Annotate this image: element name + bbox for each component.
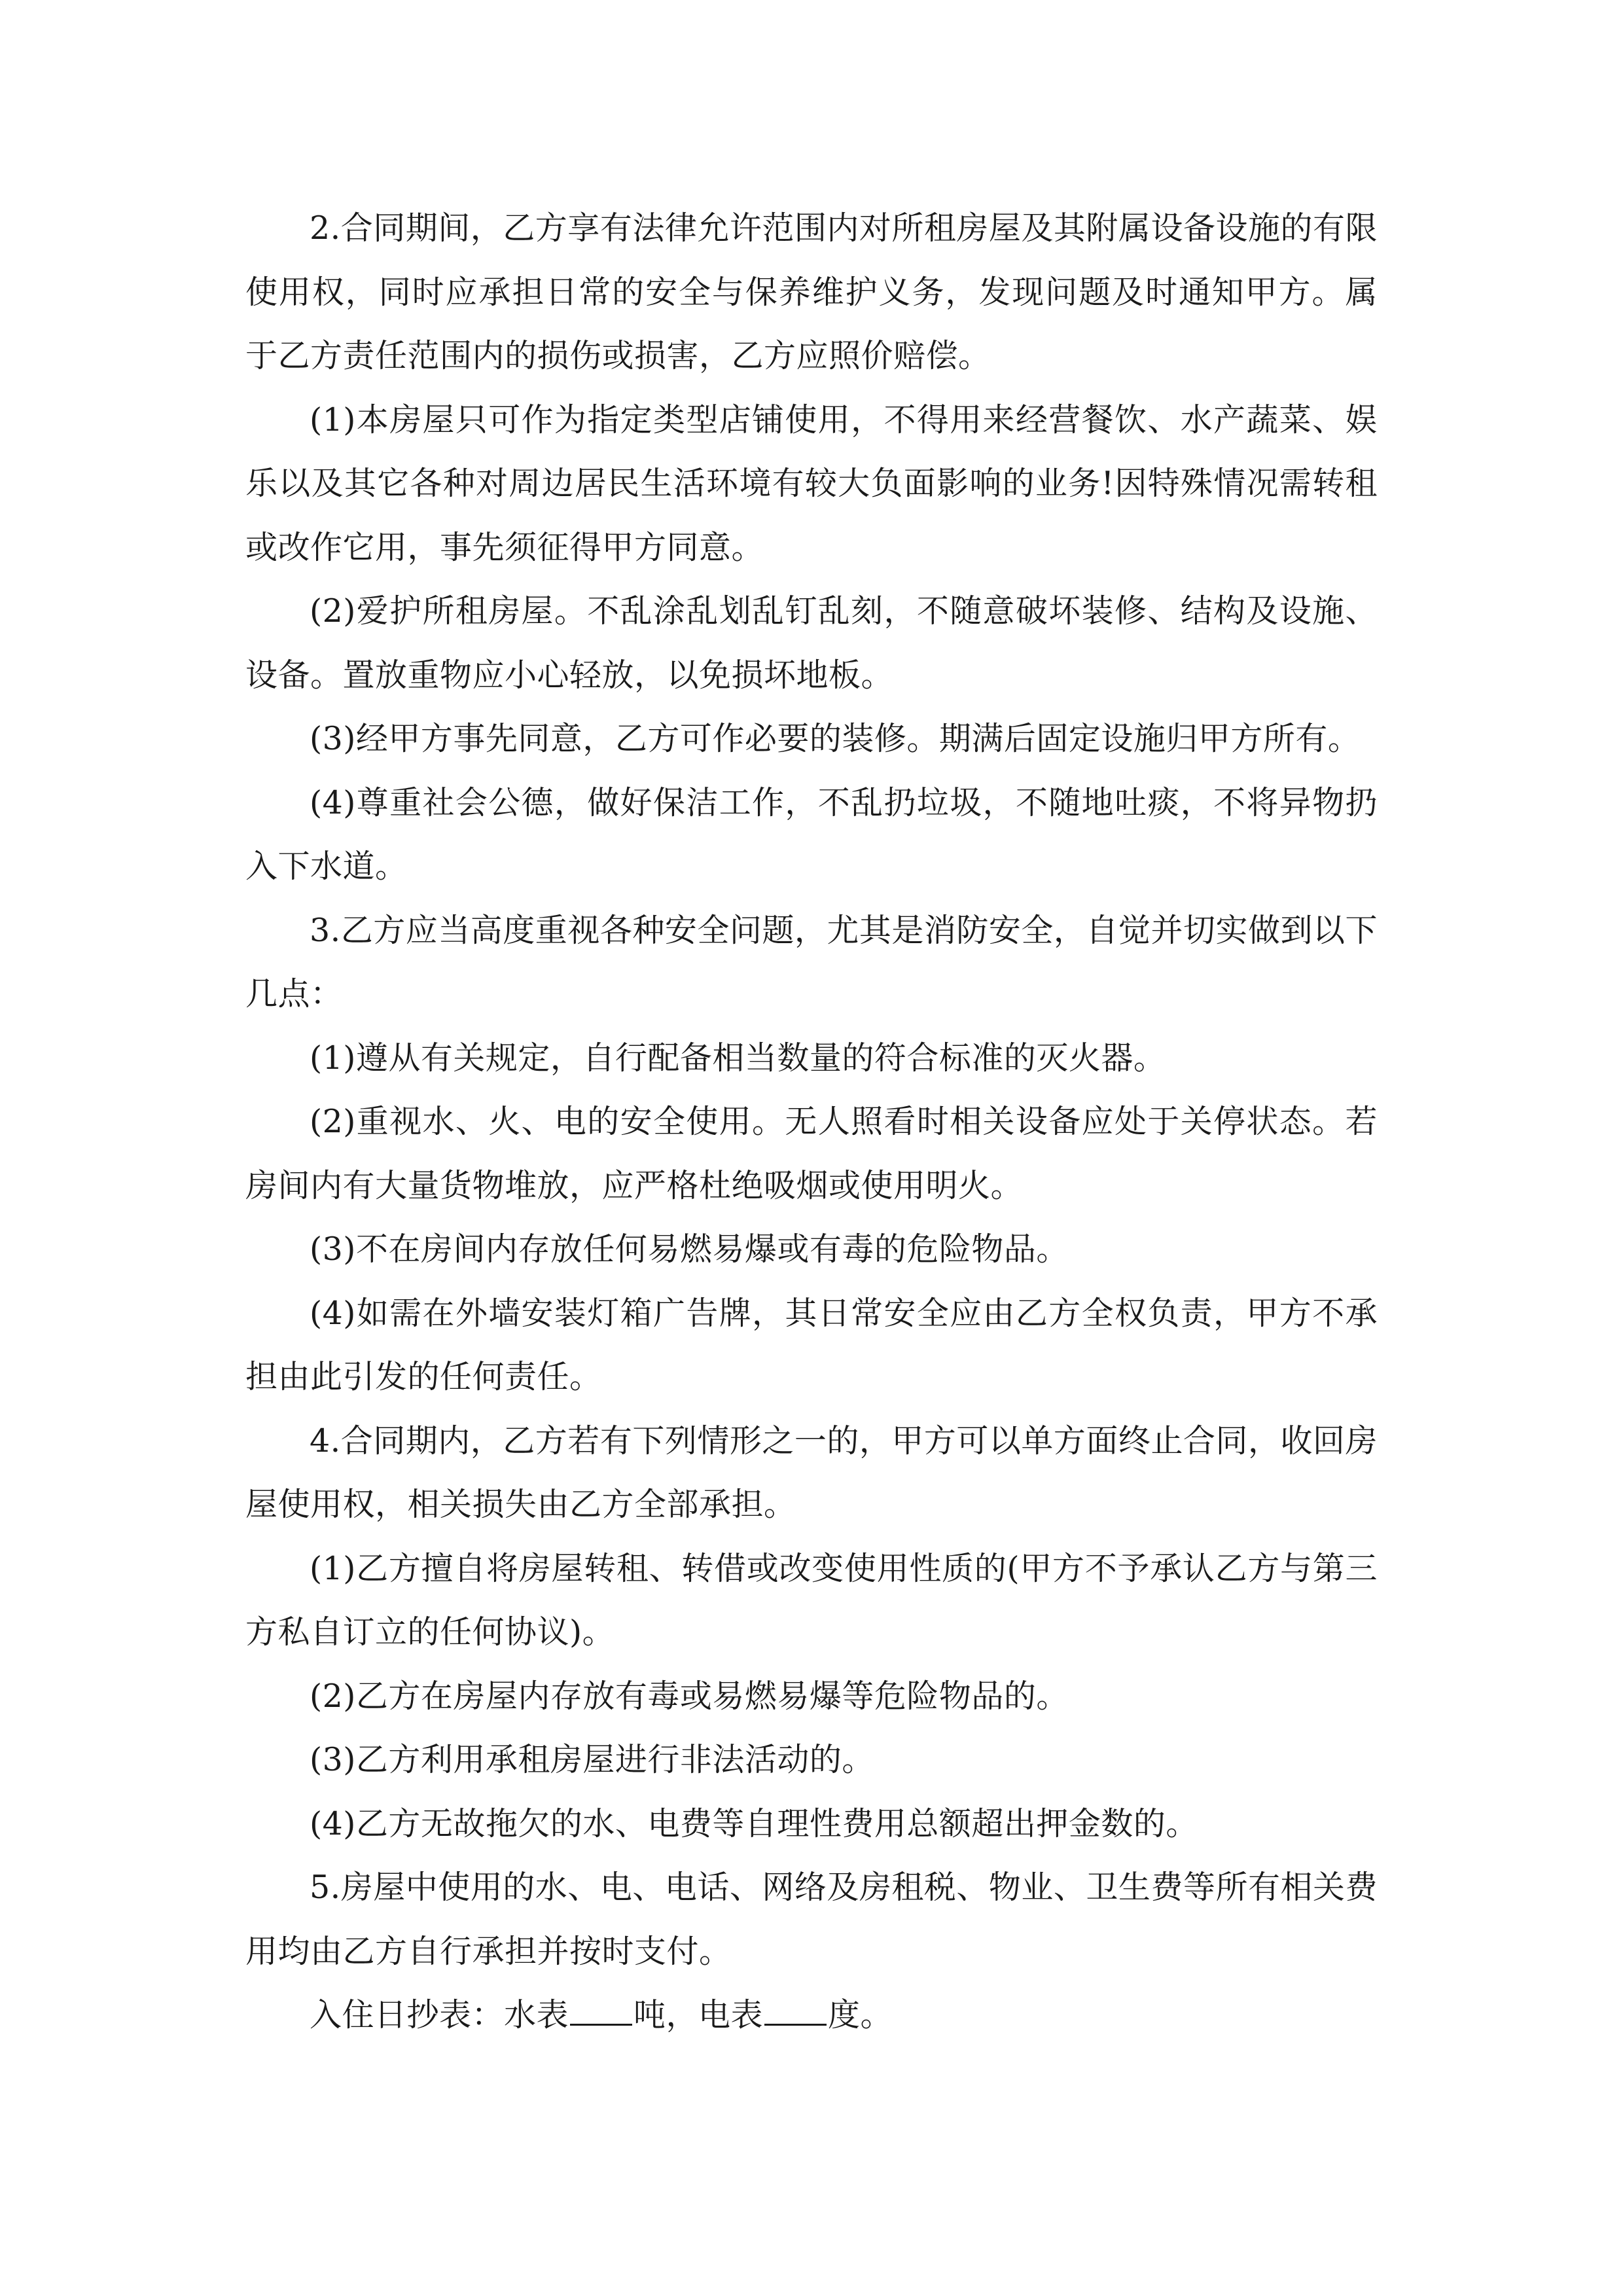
clause-3-item-1: (1)遵从有关规定，自行配备相当数量的符合标准的灭火器。 [310, 1039, 1166, 1077]
clause-3-item-4: (4)如需在外墙安装灯箱广告牌，其日常安全应由乙方全权负责，甲方不承担由此引发的任何责任。 [245, 1294, 1378, 1395]
water-meter-blank[interactable] [570, 1998, 632, 2026]
water-unit-label: 吨，电表 [633, 1996, 764, 2034]
document-body [245, 196, 1378, 2047]
clause-2-item-3: (3)经甲方事先同意，乙方可作必要的装修。期满后固定设施归甲方所有。 [310, 720, 1361, 757]
clause-2: 2.合同期间，乙方享有法律允许范围内对所租房屋及其附属设备设施的有限使用权，同时应承担日常的安全与保养维护义务，发现问题及时通知甲方。属于乙方责任范围内的损伤或损害，乙方应照价赔偿。 [245, 209, 1378, 374]
electric-meter-blank[interactable] [764, 1998, 827, 2026]
clause-4-item-3: (3)乙方利用承租房屋进行非法活动的。 [310, 1741, 874, 1778]
clause-4: 4.合同期内，乙方若有下列情形之一的，甲方可以单方面终止合同，收回房屋使用权，相关损失由乙方全部承担。 [245, 1422, 1378, 1523]
meter-prefix: 入住日抄表：水表 [310, 1996, 569, 2034]
clause-4-item-1: (1)乙方擅自将房屋转租、转借或改变使用性质的(甲方不予承认乙方与第三方私自订立的任何协议)。 [245, 1549, 1378, 1651]
clause-2-item-2: (2)爱护所租房屋。不乱涂乱划乱钉乱刻，不随意破坏装修、结构及设施、设备。置放重物应小心轻放，以免损坏地板。 [245, 592, 1378, 694]
electric-unit-label: 度。 [828, 1996, 893, 2034]
clause-5: 5.房屋中使用的水、电、电话、网络及房租税、物业、卫生费等所有相关费用均由乙方自行承担并按时支付。 [245, 1869, 1378, 1970]
clause-4-item-2: (2)乙方在房屋内存放有毒或易燃易爆等危险物品的。 [310, 1677, 1069, 1715]
meter-reading-line [245, 1983, 1378, 2047]
clause-2-item-4: (4)尊重社会公德，做好保洁工作，不乱扔垃圾，不随地吐痰，不将异物扔入下水道。 [245, 783, 1378, 885]
clause-3-item-3: (3)不在房间内存放任何易燃易爆或有毒的危险物品。 [310, 1230, 1069, 1268]
clause-3-item-2: (2)重视水、火、电的安全使用。无人照看时相关设备应处于关停状态。若房间内有大量货物堆放，应严格杜绝吸烟或使用明火。 [245, 1103, 1378, 1204]
clause-4-item-4: (4)乙方无故拖欠的水、电费等自理性费用总额超出押金数的。 [310, 1804, 1198, 1842]
clause-3: 3.乙方应当高度重视各种安全问题，尤其是消防安全，自觉并切实做到以下几点： [245, 911, 1378, 1013]
clause-2-item-1: (1)本房屋只可作为指定类型店铺使用，不得用来经营餐饮、水产蔬菜、娱乐以及其它各种对周边居民生活环境有较大负面影响的业务!因特殊情况需转租或改作它用，事先须征得甲方同意。 [245, 401, 1378, 566]
